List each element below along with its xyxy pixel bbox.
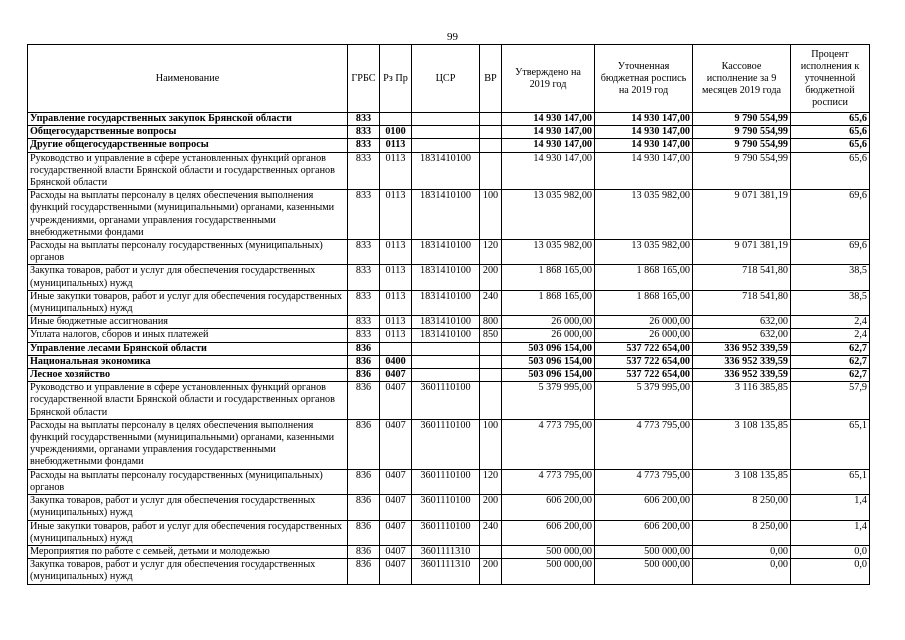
cell-grbs: 836 [348, 559, 380, 584]
col-header-cash: Кассовое исполнение за 9 месяцев 2019 года [693, 45, 791, 113]
cell-cash: 8 250,00 [693, 495, 791, 520]
cell-grbs: 833 [348, 190, 380, 240]
table-row [28, 316, 870, 329]
cell-grbs: 836 [348, 469, 380, 494]
cell-percent: 69,6 [791, 190, 870, 240]
cell-vr [480, 342, 502, 355]
cell-name: Мероприятия по работе с семьей, детьми и молодежью [28, 545, 348, 558]
cell-vr: 800 [480, 316, 502, 329]
cell-name: Руководство и управление в сфере установленных функций органов государственной власти Брянской области и государственных органов Брянской области [28, 152, 348, 190]
cell-vr: 200 [480, 265, 502, 290]
cell-percent: 65,1 [791, 469, 870, 494]
cell-percent: 38,5 [791, 290, 870, 315]
cell-cash: 9 790 554,99 [693, 139, 791, 152]
col-header-rzpr: Рз Пр [380, 45, 412, 113]
col-header-name: Наименование [28, 45, 348, 113]
table-row [28, 355, 870, 368]
cell-approved: 1 868 165,00 [502, 290, 595, 315]
cell-rzpr: 0113 [380, 316, 412, 329]
cell-cash: 3 108 135,85 [693, 469, 791, 494]
table-row [28, 113, 870, 126]
cell-csr: 1831410100 [412, 329, 480, 342]
cell-percent: 65,1 [791, 419, 870, 469]
cell-vr: 100 [480, 419, 502, 469]
cell-csr: 3601110100 [412, 520, 480, 545]
cell-grbs: 836 [348, 342, 380, 355]
cell-rzpr: 0113 [380, 329, 412, 342]
cell-grbs: 833 [348, 113, 380, 126]
cell-cash: 632,00 [693, 316, 791, 329]
cell-rzpr: 0407 [380, 369, 412, 382]
cell-approved: 500 000,00 [502, 545, 595, 558]
cell-vr [480, 126, 502, 139]
cell-refined: 4 773 795,00 [595, 419, 693, 469]
cell-refined: 14 930 147,00 [595, 139, 693, 152]
cell-refined: 26 000,00 [595, 329, 693, 342]
cell-refined: 606 200,00 [595, 520, 693, 545]
cell-name: Расходы на выплаты персоналу государственных (муниципальных) органов [28, 469, 348, 494]
col-header-approved: Утверждено на 2019 год [502, 45, 595, 113]
cell-cash: 9 790 554,99 [693, 126, 791, 139]
cell-percent: 57,9 [791, 382, 870, 420]
cell-approved: 26 000,00 [502, 316, 595, 329]
cell-refined: 537 722 654,00 [595, 355, 693, 368]
cell-approved: 606 200,00 [502, 520, 595, 545]
cell-csr [412, 113, 480, 126]
cell-refined: 14 930 147,00 [595, 152, 693, 190]
cell-csr [412, 342, 480, 355]
cell-vr [480, 382, 502, 420]
cell-vr: 200 [480, 495, 502, 520]
table-row [28, 126, 870, 139]
cell-grbs: 836 [348, 419, 380, 469]
cell-percent: 38,5 [791, 265, 870, 290]
table-row [28, 382, 870, 420]
cell-approved: 14 930 147,00 [502, 139, 595, 152]
cell-percent: 69,6 [791, 240, 870, 265]
page-number: 99 [447, 31, 458, 43]
cell-csr: 3601110100 [412, 495, 480, 520]
cell-rzpr: 0113 [380, 240, 412, 265]
cell-grbs: 833 [348, 290, 380, 315]
cell-vr: 240 [480, 520, 502, 545]
cell-approved: 5 379 995,00 [502, 382, 595, 420]
cell-csr: 1831410100 [412, 316, 480, 329]
cell-grbs: 833 [348, 240, 380, 265]
cell-refined: 13 035 982,00 [595, 240, 693, 265]
cell-approved: 500 000,00 [502, 559, 595, 584]
cell-approved: 4 773 795,00 [502, 419, 595, 469]
cell-vr [480, 369, 502, 382]
cell-cash: 632,00 [693, 329, 791, 342]
cell-refined: 537 722 654,00 [595, 369, 693, 382]
cell-csr: 1831410100 [412, 152, 480, 190]
cell-percent: 2,4 [791, 329, 870, 342]
cell-name: Расходы на выплаты персоналу в целях обеспечения выполнения функций государственными (муниципальными) органами, казенными учреждениями, органами управления государственными внебюджетными фондами [28, 190, 348, 240]
cell-csr: 1831410100 [412, 190, 480, 240]
table-row [28, 545, 870, 558]
cell-approved: 503 096 154,00 [502, 342, 595, 355]
cell-refined: 14 930 147,00 [595, 113, 693, 126]
table-row [28, 290, 870, 315]
cell-cash: 336 952 339,59 [693, 369, 791, 382]
budget-table [27, 44, 870, 585]
cell-refined: 1 868 165,00 [595, 265, 693, 290]
table-row [28, 190, 870, 240]
cell-csr [412, 126, 480, 139]
cell-name: Управление государственных закупок Брянской области [28, 113, 348, 126]
cell-name: Закупка товаров, работ и услуг для обеспечения государственных (муниципальных) нужд [28, 559, 348, 584]
cell-percent: 65,6 [791, 113, 870, 126]
cell-approved: 26 000,00 [502, 329, 595, 342]
cell-csr: 3601111310 [412, 559, 480, 584]
cell-cash: 0,00 [693, 545, 791, 558]
cell-rzpr: 0407 [380, 495, 412, 520]
cell-grbs: 833 [348, 152, 380, 190]
table-header-row [28, 45, 870, 113]
cell-refined: 5 379 995,00 [595, 382, 693, 420]
cell-vr: 240 [480, 290, 502, 315]
cell-rzpr: 0407 [380, 419, 412, 469]
table-row [28, 369, 870, 382]
cell-refined: 14 930 147,00 [595, 126, 693, 139]
cell-cash: 0,00 [693, 559, 791, 584]
cell-rzpr: 0113 [380, 265, 412, 290]
cell-rzpr: 0113 [380, 290, 412, 315]
table-row [28, 265, 870, 290]
cell-cash: 336 952 339,59 [693, 355, 791, 368]
cell-vr: 100 [480, 190, 502, 240]
cell-vr [480, 113, 502, 126]
table-row [28, 152, 870, 190]
cell-approved: 14 930 147,00 [502, 126, 595, 139]
cell-percent: 62,7 [791, 342, 870, 355]
cell-cash: 8 250,00 [693, 520, 791, 545]
col-header-vr: ВР [480, 45, 502, 113]
cell-grbs: 836 [348, 382, 380, 420]
cell-rzpr: 0407 [380, 559, 412, 584]
cell-name: Иные закупки товаров, работ и услуг для обеспечения государственных (муниципальных) нужд [28, 290, 348, 315]
cell-vr: 120 [480, 469, 502, 494]
cell-csr: 3601111310 [412, 545, 480, 558]
table-row [28, 520, 870, 545]
col-header-percent: Процент исполнения к уточненной бюджетной росписи [791, 45, 870, 113]
cell-csr [412, 369, 480, 382]
cell-grbs: 836 [348, 520, 380, 545]
cell-percent: 1,4 [791, 520, 870, 545]
cell-grbs: 836 [348, 545, 380, 558]
cell-refined: 1 868 165,00 [595, 290, 693, 315]
col-header-csr: ЦСР [412, 45, 480, 113]
cell-grbs: 833 [348, 126, 380, 139]
cell-approved: 13 035 982,00 [502, 240, 595, 265]
cell-percent: 1,4 [791, 495, 870, 520]
cell-percent: 2,4 [791, 316, 870, 329]
table-row [28, 469, 870, 494]
cell-rzpr [380, 113, 412, 126]
cell-name: Лесное хозяйство [28, 369, 348, 382]
cell-percent: 65,6 [791, 126, 870, 139]
cell-approved: 14 930 147,00 [502, 152, 595, 190]
table-row [28, 342, 870, 355]
cell-percent: 62,7 [791, 355, 870, 368]
cell-grbs: 836 [348, 495, 380, 520]
cell-cash: 9 071 381,19 [693, 190, 791, 240]
cell-refined: 4 773 795,00 [595, 469, 693, 494]
cell-percent: 0,0 [791, 559, 870, 584]
col-header-refined: Уточненная бюджетная роспись на 2019 год [595, 45, 693, 113]
cell-refined: 606 200,00 [595, 495, 693, 520]
cell-vr: 850 [480, 329, 502, 342]
cell-csr: 3601110100 [412, 382, 480, 420]
cell-vr [480, 545, 502, 558]
cell-approved: 14 930 147,00 [502, 113, 595, 126]
cell-grbs: 833 [348, 329, 380, 342]
cell-approved: 503 096 154,00 [502, 369, 595, 382]
table-row [28, 495, 870, 520]
cell-rzpr [380, 342, 412, 355]
cell-cash: 3 108 135,85 [693, 419, 791, 469]
cell-approved: 503 096 154,00 [502, 355, 595, 368]
cell-vr [480, 139, 502, 152]
cell-grbs: 833 [348, 265, 380, 290]
cell-csr [412, 139, 480, 152]
cell-name: Закупка товаров, работ и услуг для обеспечения государственных (муниципальных) нужд [28, 495, 348, 520]
cell-cash: 3 116 385,85 [693, 382, 791, 420]
cell-name: Расходы на выплаты персоналу государственных (муниципальных) органов [28, 240, 348, 265]
cell-csr [412, 355, 480, 368]
cell-refined: 537 722 654,00 [595, 342, 693, 355]
cell-rzpr: 0113 [380, 139, 412, 152]
cell-rzpr: 0113 [380, 152, 412, 190]
cell-refined: 26 000,00 [595, 316, 693, 329]
cell-refined: 500 000,00 [595, 559, 693, 584]
cell-name: Национальная экономика [28, 355, 348, 368]
cell-cash: 336 952 339,59 [693, 342, 791, 355]
cell-refined: 13 035 982,00 [595, 190, 693, 240]
cell-rzpr: 0407 [380, 520, 412, 545]
cell-percent: 0,0 [791, 545, 870, 558]
cell-name: Иные закупки товаров, работ и услуг для обеспечения государственных (муниципальных) нужд [28, 520, 348, 545]
cell-percent: 65,6 [791, 152, 870, 190]
cell-cash: 9 071 381,19 [693, 240, 791, 265]
cell-approved: 1 868 165,00 [502, 265, 595, 290]
cell-rzpr: 0100 [380, 126, 412, 139]
table-row [28, 240, 870, 265]
cell-name: Управление лесами Брянской области [28, 342, 348, 355]
cell-grbs: 836 [348, 369, 380, 382]
cell-csr: 1831410100 [412, 290, 480, 315]
cell-vr [480, 152, 502, 190]
cell-csr: 3601110100 [412, 419, 480, 469]
cell-name: Другие общегосударственные вопросы [28, 139, 348, 152]
table-row [28, 419, 870, 469]
cell-name: Уплата налогов, сборов и иных платежей [28, 329, 348, 342]
cell-rzpr: 0400 [380, 355, 412, 368]
cell-name: Расходы на выплаты персоналу в целях обеспечения выполнения функций государственными (муниципальными) органами, казенными учреждениями, органами управления государственными внебюджетными фондами [28, 419, 348, 469]
cell-grbs: 833 [348, 316, 380, 329]
cell-vr: 200 [480, 559, 502, 584]
cell-rzpr: 0407 [380, 545, 412, 558]
cell-percent: 65,6 [791, 139, 870, 152]
cell-refined: 500 000,00 [595, 545, 693, 558]
cell-csr: 1831410100 [412, 240, 480, 265]
cell-vr: 120 [480, 240, 502, 265]
cell-percent: 62,7 [791, 369, 870, 382]
cell-rzpr: 0113 [380, 190, 412, 240]
table-row [28, 139, 870, 152]
table-body [28, 113, 870, 585]
cell-rzpr: 0407 [380, 469, 412, 494]
cell-vr [480, 355, 502, 368]
cell-name: Закупка товаров, работ и услуг для обеспечения государственных (муниципальных) нужд [28, 265, 348, 290]
cell-name: Руководство и управление в сфере установленных функций органов государственной власти Брянской области и государственных органов Брянской области [28, 382, 348, 420]
cell-approved: 4 773 795,00 [502, 469, 595, 494]
cell-approved: 13 035 982,00 [502, 190, 595, 240]
cell-approved: 606 200,00 [502, 495, 595, 520]
table-row [28, 559, 870, 584]
cell-cash: 9 790 554,99 [693, 113, 791, 126]
cell-rzpr: 0407 [380, 382, 412, 420]
cell-cash: 718 541,80 [693, 290, 791, 315]
col-header-grbs: ГРБС [348, 45, 380, 113]
cell-grbs: 833 [348, 139, 380, 152]
cell-name: Иные бюджетные ассигнования [28, 316, 348, 329]
cell-grbs: 836 [348, 355, 380, 368]
cell-name: Общегосударственные вопросы [28, 126, 348, 139]
cell-cash: 718 541,80 [693, 265, 791, 290]
cell-csr: 3601110100 [412, 469, 480, 494]
cell-cash: 9 790 554,99 [693, 152, 791, 190]
table-row [28, 329, 870, 342]
cell-csr: 1831410100 [412, 265, 480, 290]
